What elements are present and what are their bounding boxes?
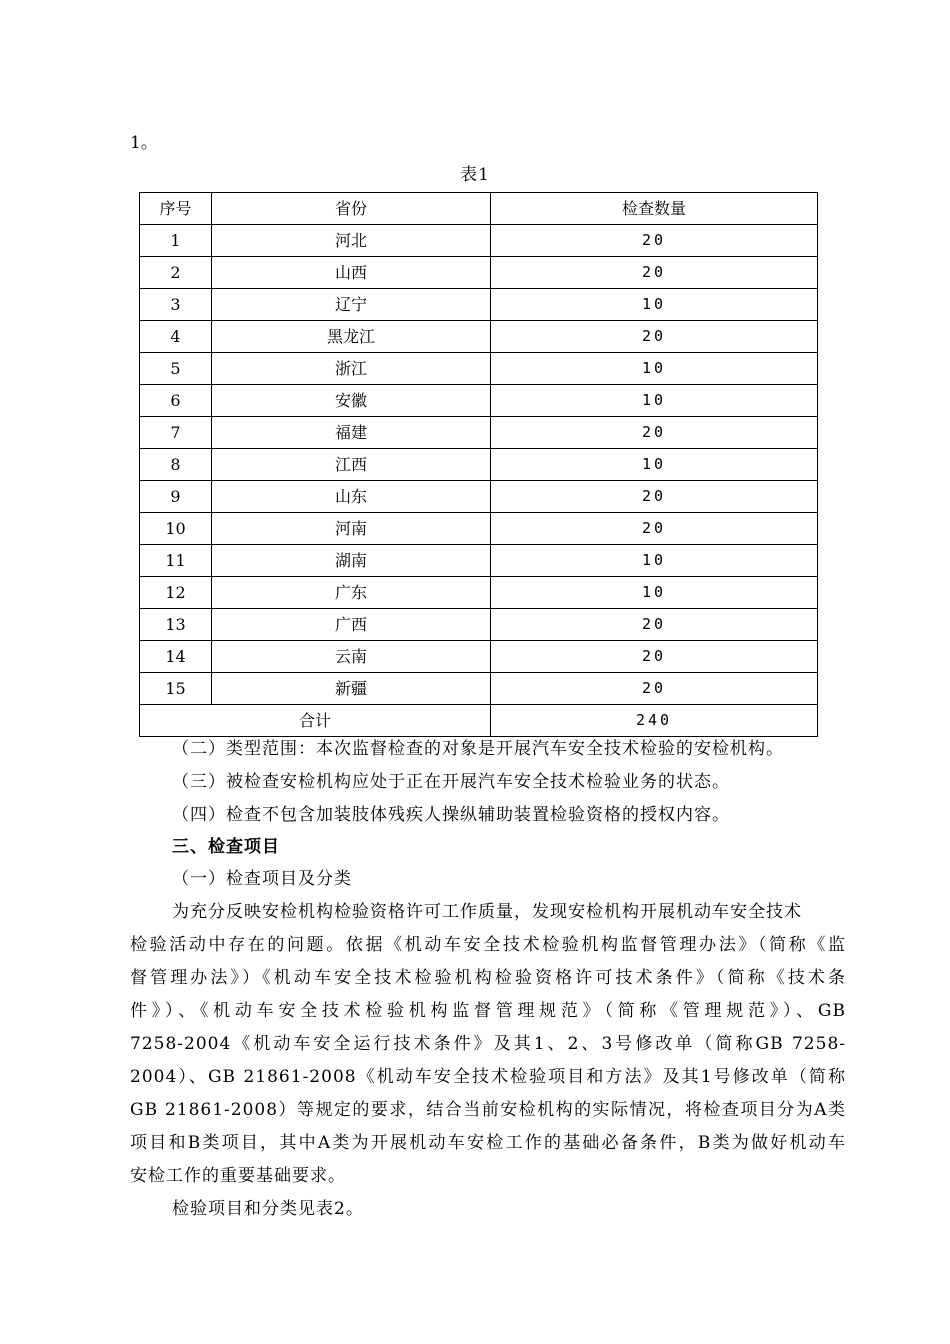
cell-province: 山东 [212, 481, 491, 513]
cell-seq: 14 [140, 641, 212, 673]
cell-count: 10 [491, 545, 818, 577]
table-total-row [140, 705, 818, 737]
cell-seq: 12 [140, 577, 212, 609]
cell-province: 河南 [212, 513, 491, 545]
table-header-row [140, 193, 818, 225]
cell-count: 10 [491, 385, 818, 417]
cell-province: 江西 [212, 449, 491, 481]
cell-seq: 7 [140, 417, 212, 449]
body-line: 督管理办法》）《机动车安全技术检验机构检验资格许可技术条件》（简称《技术条 [130, 968, 846, 988]
table-row [140, 449, 818, 481]
body-line: 检验活动中存在的问题。依据《机动车安全技术检验机构监督管理办法》（简称《监 [130, 935, 846, 955]
table-row [140, 545, 818, 577]
cell-count: 20 [491, 321, 818, 353]
province-inspection-table [139, 192, 818, 737]
cell-count: 20 [491, 257, 818, 289]
body-line: 7258-2004《机动车安全运行技术条件》及其1、2、3号修改单（简称GB 7258- [130, 1034, 846, 1054]
table-row [140, 577, 818, 609]
column-header-count: 检查数量 [491, 193, 818, 225]
table-row [140, 321, 818, 353]
table-row [140, 417, 818, 449]
body-line: GB 21861-2008）等规定的要求，结合当前安检机构的实际情况，将检查项目分为A类 [130, 1100, 846, 1120]
table-row [140, 609, 818, 641]
cell-count: 20 [491, 481, 818, 513]
table-row [140, 257, 818, 289]
body-line: 项目和B类项目，其中A类为开展机动车安检工作的基础必备条件，B类为做好机动车 [130, 1133, 846, 1153]
table-row [140, 353, 818, 385]
table-row [140, 513, 818, 545]
cell-province: 福建 [212, 417, 491, 449]
closing-paragraph: 检验项目和分类见表2。 [172, 1199, 364, 1219]
table-row [140, 385, 818, 417]
cell-province: 湖南 [212, 545, 491, 577]
body-line: 2004）、GB 21861-2008《机动车安全技术检验项目和方法》及其1号修改单（简称 [130, 1067, 846, 1087]
cell-count: 20 [491, 673, 818, 705]
column-header-province: 省份 [212, 193, 491, 225]
subsection-heading: （一）检查项目及分类 [172, 869, 352, 889]
cell-seq: 10 [140, 513, 212, 545]
cell-province: 安徽 [212, 385, 491, 417]
cell-province: 黑龙江 [212, 321, 491, 353]
lead-text: 1。 [130, 133, 158, 153]
body-line: 件》）、《机动车安全技术检验机构监督管理规范》（简称《管理规范》）、GB [130, 1001, 846, 1021]
cell-seq: 3 [140, 289, 212, 321]
cell-province: 河北 [212, 225, 491, 257]
cell-province: 山西 [212, 257, 491, 289]
cell-count: 20 [491, 225, 818, 257]
body-line: 安检工作的重要基础要求。 [130, 1166, 346, 1186]
cell-count: 20 [491, 609, 818, 641]
cell-seq: 2 [140, 257, 212, 289]
cell-province: 浙江 [212, 353, 491, 385]
cell-seq: 8 [140, 449, 212, 481]
table-row [140, 673, 818, 705]
section-heading: 三、检查项目 [172, 837, 280, 857]
table-row [140, 481, 818, 513]
paragraph-scope-type: （二）类型范围：本次监督检查的对象是开展汽车安全技术检验的安检机构。 [172, 739, 784, 759]
body-line: 为充分反映安检机构检验资格许可工作质量，发现安检机构开展机动车安全技术 [172, 902, 802, 922]
cell-seq: 11 [140, 545, 212, 577]
cell-seq: 1 [140, 225, 212, 257]
cell-seq: 13 [140, 609, 212, 641]
cell-seq: 6 [140, 385, 212, 417]
cell-count: 10 [491, 353, 818, 385]
cell-seq: 5 [140, 353, 212, 385]
paragraph-scope-exclude: （四）检查不包含加装肢体残疾人操纵辅助装置检验资格的授权内容。 [172, 805, 730, 825]
cell-seq: 4 [140, 321, 212, 353]
cell-count: 10 [491, 577, 818, 609]
cell-province: 云南 [212, 641, 491, 673]
table-row [140, 641, 818, 673]
cell-count: 20 [491, 417, 818, 449]
cell-count: 20 [491, 513, 818, 545]
paragraph-scope-state: （三）被检查安检机构应处于正在开展汽车安全技术检验业务的状态。 [172, 772, 730, 792]
total-label: 合计 [140, 705, 491, 737]
cell-count: 10 [491, 449, 818, 481]
cell-province: 广东 [212, 577, 491, 609]
table-caption: 表1 [460, 165, 490, 185]
cell-province: 新疆 [212, 673, 491, 705]
cell-province: 辽宁 [212, 289, 491, 321]
table-row [140, 289, 818, 321]
cell-seq: 9 [140, 481, 212, 513]
table-row [140, 225, 818, 257]
cell-count: 10 [491, 289, 818, 321]
cell-province: 广西 [212, 609, 491, 641]
column-header-seq: 序号 [140, 193, 212, 225]
cell-seq: 15 [140, 673, 212, 705]
total-value: 240 [491, 705, 818, 737]
cell-count: 20 [491, 641, 818, 673]
